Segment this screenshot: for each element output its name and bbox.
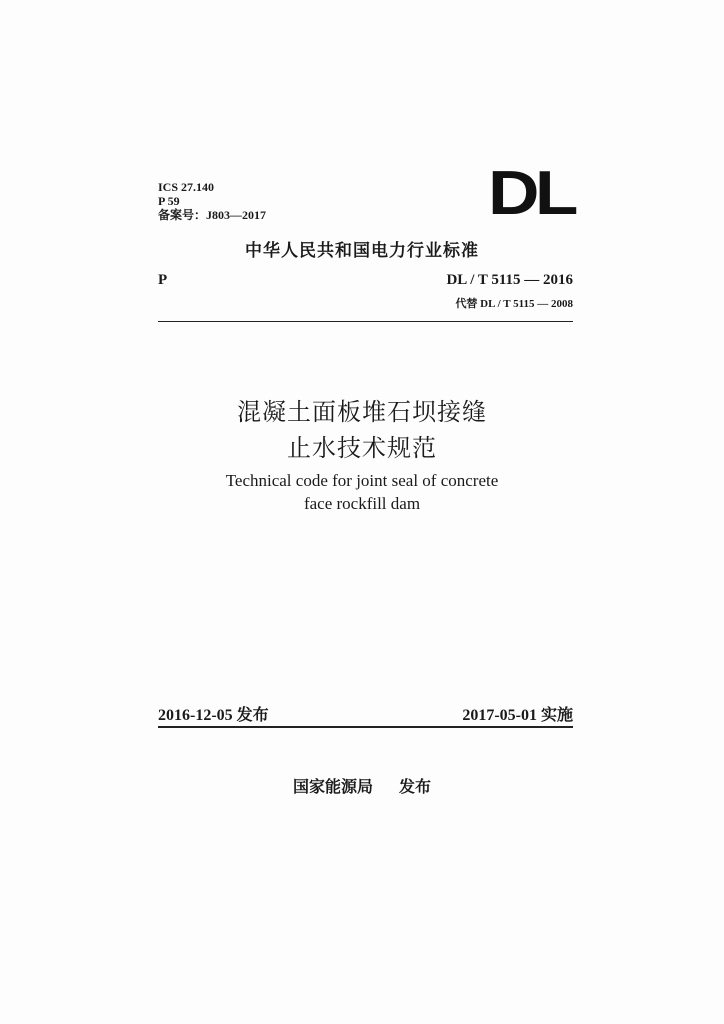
implement-date: 2017-05-01	[462, 707, 537, 724]
title-cn-line1: 混凝土面板堆石坝接缝	[237, 398, 487, 426]
implement-label: 实施	[540, 705, 573, 724]
title-en-line2: face rockfill dam	[303, 494, 421, 513]
document-meta	[158, 180, 266, 222]
publisher-name: 国家能源局	[292, 777, 373, 796]
standard-number: DL / T 5115 — 2016	[446, 272, 573, 288]
org-title: 中华人民共和国电力行业标准	[245, 241, 479, 261]
dl-logo: DL	[488, 159, 574, 228]
implement-date-block	[462, 702, 573, 725]
bottom-divider	[158, 726, 573, 728]
issue-date: 2016-12-05	[158, 707, 233, 724]
record-number: 备案号：J803—2017	[158, 208, 267, 222]
classification-letter: P	[158, 272, 168, 288]
publisher-block	[0, 774, 724, 797]
category-code: P 59	[158, 194, 180, 208]
title-en-line1: Technical code for joint seal of concrete	[225, 471, 499, 490]
ics-code: ICS 27.140	[158, 180, 215, 194]
issue-label: 发布	[236, 705, 269, 724]
replaces-standard: 代替 DL / T 5115 — 2008	[455, 298, 573, 310]
publisher-action: 发布	[399, 777, 432, 796]
issue-date-block	[158, 702, 269, 725]
title-cn-line2: 止水技术规范	[287, 434, 437, 462]
top-divider	[158, 321, 573, 322]
